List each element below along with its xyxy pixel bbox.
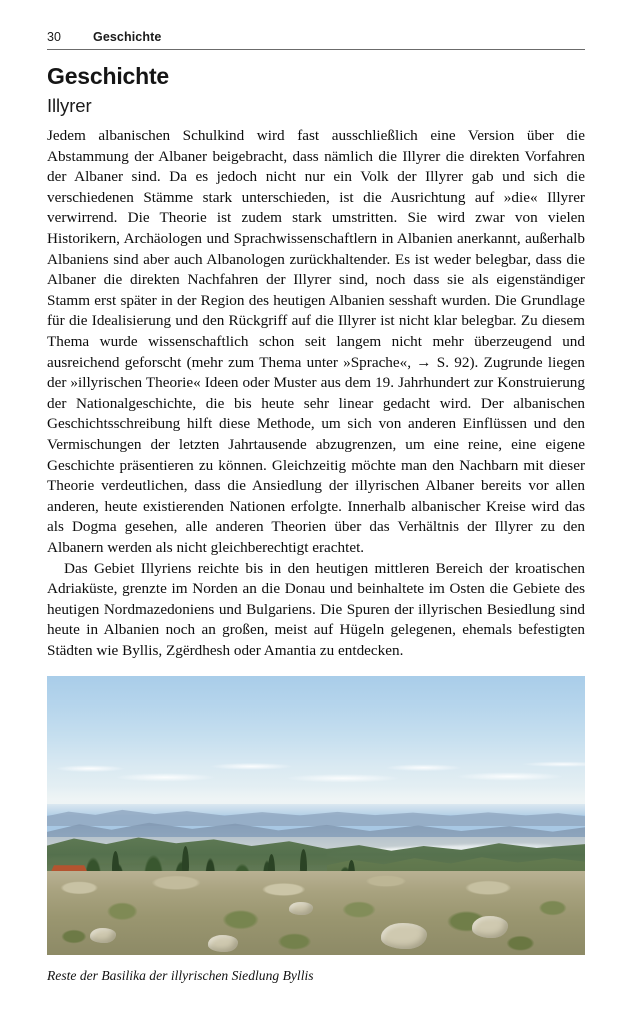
body-paragraph-1: Jedem albanischen Schulkind wird fast ausschließlich eine Version über die Abstammung der Albaner beigebracht, dass nämlich die Illyrer die direkten Vorfahren der Albaner sind. Da es jedoch nicht nur ein Volk der Illyrer gab und sich die verschiedenen Stämme stark unterschieden, ist die Ausrichtung auf »die« Illyrer verwirrend. Die Theorie ist zudem stark umstritten. Sie wird zwar von vielen Historikern, Archäologen und Sprachwissenschaftlern in Albanien anerkannt, außerhalb Albaniens sind aber auch Albanologen zurückhaltender. Es ist weder belegbar, dass die Albaner die direkten Nachfahren der Illyrer sind, noch dass sie als eigenständiger Stamm erst später in der Region des heutigen Albanien sesshaft wurden. Die Grundlage für die Idealisierung und den Rückgriff auf die Illyrer ist nicht klar belegbar. Zu diesem Thema wurde wissenschaftlich schon seit langem nicht mehr überzeugend und ausreichend geforscht (mehr zum Thema unter »Sprache«, → S. 92). Zugrunde liegen der »illyrischen Theorie« Ideen oder Muster aus dem 19. Jahrhundert zur Konstruierung der Nationalgeschichte, die bis heute sehr linear gedacht wird. Der albanischen Geschichtsschreibung hilft diese Methode, um sich von anderen Einflüssen und den Vermischungen der letzten Jahrtausende abzugrenzen, um eine reine, eine eigene Geschichte präsentieren zu können. Gleichzeitig möchte man den Nachbarn mit dieser Theorie verdeutlichen, dass die Ansiedlung der illyrischen Albaner bereits vor allen anderen, heute existierenden Nationen erfolgte. Innerhalb albanischer Kreise wird das als Dogma gesehen, alle anderen Theorien über das Verhältnis der Illyrer zu den Albanern werden als nicht gleichberechtigt erachtet.: [47, 127, 585, 556]
chapter-title: Geschichte: [47, 63, 169, 89]
ground-texture: [47, 871, 585, 955]
body-paragraph-2: Das Gebiet Illyriens reichte bis in den heutigen mittleren Bereich der kroatischen Adriaküste, grenzte im Norden an die Donau und beinhaltete im Osten die Gebiete des heutigen Nordmazedoniens und Bulgariens. Die Spuren der illyrischen Besiedlung sind heute in Albanien noch an großen, meist auf Hügeln gelegenen, ehemals befestigten Städten wie Byllis, Zgërdhesh oder Amantia zu entdecken.: [47, 559, 585, 659]
page-content: [47, 0, 585, 985]
page-number: 30: [47, 30, 62, 44]
boulder: [381, 923, 427, 949]
running-head-line: [47, 0, 585, 44]
running-head-title: Geschichte: [93, 30, 162, 44]
boulder: [208, 935, 238, 952]
boulder: [472, 916, 508, 938]
figure: [47, 676, 585, 985]
photo-byllis-ruins: [47, 676, 585, 955]
running-head: [47, 0, 585, 50]
section-title: Illyrer: [47, 94, 92, 116]
figure-caption: Reste der Basilika der illyrischen Siedlung Byllis: [47, 967, 314, 983]
header-rule: [47, 49, 585, 50]
